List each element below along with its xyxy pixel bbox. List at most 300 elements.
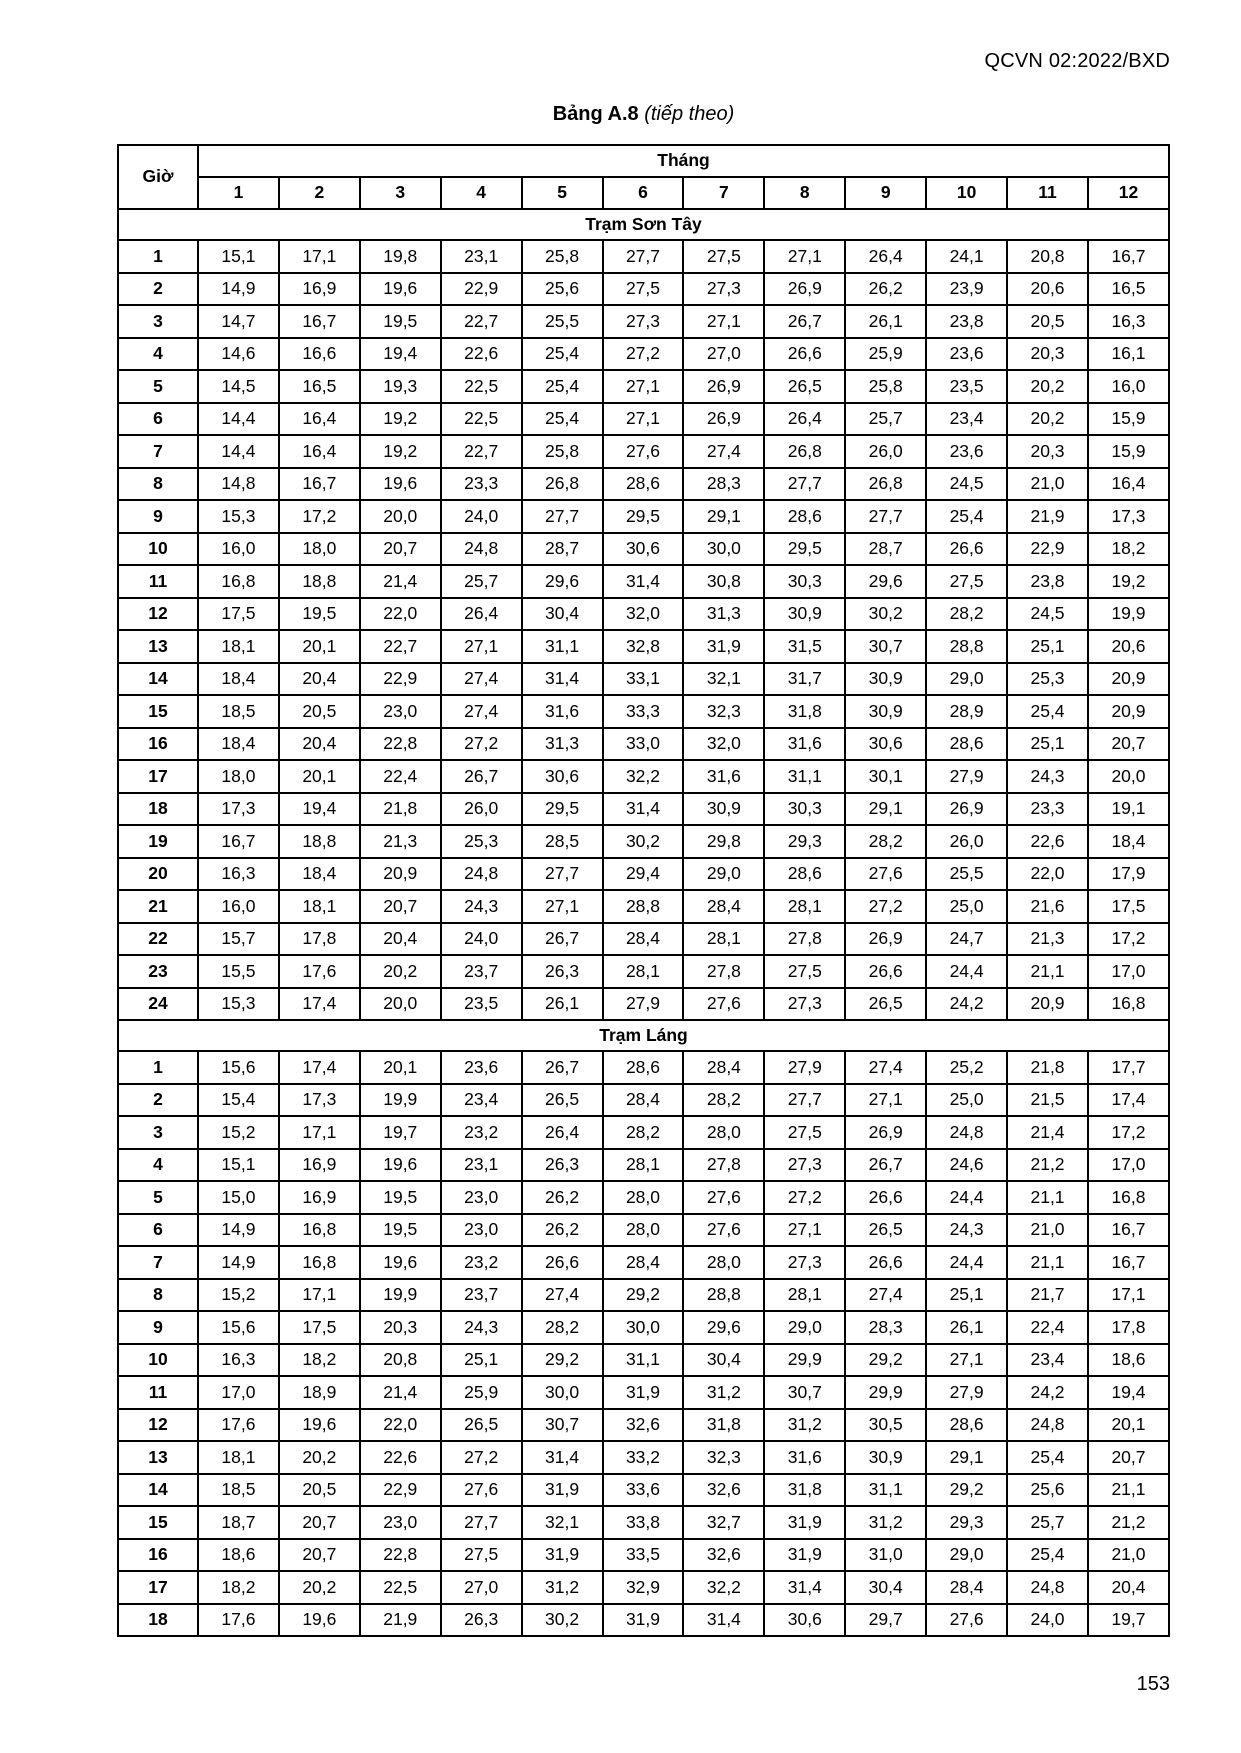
- temperature-cell: 18,8: [279, 565, 360, 598]
- temperature-cell: 24,2: [926, 988, 1007, 1021]
- table-row: [118, 1506, 1169, 1539]
- temperature-cell: 30,0: [603, 1311, 684, 1344]
- temperature-cell: 29,0: [926, 663, 1007, 696]
- temperature-cell: 21,0: [1007, 468, 1088, 501]
- hour-cell: 2: [118, 273, 198, 306]
- temperature-cell: 32,7: [683, 1506, 764, 1539]
- temperature-cell: 31,9: [603, 1376, 684, 1409]
- temperature-cell: 16,8: [1088, 1181, 1169, 1214]
- temperature-cell: 27,7: [764, 468, 845, 501]
- temperature-cell: 21,4: [1007, 1116, 1088, 1149]
- temperature-cell: 16,6: [279, 338, 360, 371]
- temperature-cell: 16,9: [279, 273, 360, 306]
- temperature-cell: 31,4: [522, 663, 603, 696]
- temperature-cell: 32,3: [683, 1441, 764, 1474]
- temperature-cell: 29,5: [522, 793, 603, 826]
- temperature-cell: 28,3: [845, 1311, 926, 1344]
- hour-cell: 7: [118, 1246, 198, 1279]
- temperature-table: [117, 144, 1170, 1637]
- temperature-cell: 22,8: [360, 728, 441, 761]
- temperature-cell: 30,9: [764, 598, 845, 631]
- temperature-cell: 26,2: [845, 273, 926, 306]
- hour-cell: 13: [118, 630, 198, 663]
- temperature-cell: 26,5: [845, 1214, 926, 1247]
- temperature-cell: 17,0: [1088, 1149, 1169, 1182]
- temperature-cell: 26,3: [441, 1604, 522, 1637]
- temperature-cell: 27,1: [764, 240, 845, 273]
- temperature-cell: 26,6: [926, 533, 1007, 566]
- table-row: [118, 240, 1169, 273]
- month-header-cell: 11: [1007, 177, 1088, 209]
- temperature-cell: 26,7: [764, 305, 845, 338]
- temperature-cell: 18,2: [1088, 533, 1169, 566]
- temperature-cell: 27,3: [683, 273, 764, 306]
- temperature-cell: 25,1: [1007, 728, 1088, 761]
- temperature-cell: 24,0: [441, 500, 522, 533]
- temperature-cell: 26,7: [522, 1051, 603, 1084]
- temperature-cell: 27,5: [441, 1539, 522, 1572]
- temperature-cell: 28,8: [683, 1279, 764, 1312]
- temperature-cell: 27,0: [683, 338, 764, 371]
- temperature-cell: 25,7: [1007, 1506, 1088, 1539]
- temperature-cell: 22,5: [441, 370, 522, 403]
- temperature-cell: 20,4: [279, 663, 360, 696]
- temperature-cell: 25,4: [926, 500, 1007, 533]
- temperature-cell: 16,7: [279, 305, 360, 338]
- temperature-cell: 27,1: [683, 305, 764, 338]
- temperature-cell: 18,0: [279, 533, 360, 566]
- temperature-cell: 20,3: [1007, 338, 1088, 371]
- table-row: [118, 955, 1169, 988]
- temperature-cell: 26,9: [845, 1116, 926, 1149]
- temperature-cell: 23,1: [441, 1149, 522, 1182]
- temperature-cell: 24,0: [441, 923, 522, 956]
- temperature-cell: 18,5: [198, 1474, 279, 1507]
- temperature-cell: 22,9: [360, 663, 441, 696]
- table-row: [118, 1149, 1169, 1182]
- temperature-cell: 17,3: [1088, 500, 1169, 533]
- temperature-cell: 27,1: [522, 890, 603, 923]
- temperature-cell: 20,9: [360, 858, 441, 891]
- temperature-cell: 29,2: [926, 1474, 1007, 1507]
- temperature-cell: 21,1: [1007, 1181, 1088, 1214]
- temperature-cell: 17,9: [1088, 858, 1169, 891]
- hour-cell: 7: [118, 435, 198, 468]
- temperature-cell: 22,9: [441, 273, 522, 306]
- temperature-cell: 27,7: [603, 240, 684, 273]
- temperature-cell: 16,3: [1088, 305, 1169, 338]
- temperature-cell: 26,5: [764, 370, 845, 403]
- temperature-cell: 20,1: [279, 630, 360, 663]
- temperature-cell: 20,2: [279, 1571, 360, 1604]
- temperature-cell: 30,7: [845, 630, 926, 663]
- hour-cell: 4: [118, 1149, 198, 1182]
- table-row: [118, 1246, 1169, 1279]
- table-row: [118, 500, 1169, 533]
- temperature-cell: 18,9: [279, 1376, 360, 1409]
- temperature-cell: 25,3: [441, 825, 522, 858]
- temperature-cell: 29,6: [845, 565, 926, 598]
- temperature-cell: 27,5: [764, 1116, 845, 1149]
- temperature-cell: 19,6: [360, 1149, 441, 1182]
- month-header-cell: 2: [279, 177, 360, 209]
- temperature-cell: 25,1: [1007, 630, 1088, 663]
- temperature-cell: 20,7: [1088, 1441, 1169, 1474]
- temperature-cell: 20,2: [360, 955, 441, 988]
- temperature-cell: 30,9: [683, 793, 764, 826]
- temperature-cell: 31,1: [603, 1344, 684, 1377]
- table-row: [118, 1181, 1169, 1214]
- temperature-cell: 27,1: [845, 1084, 926, 1117]
- temperature-cell: 16,7: [1088, 1214, 1169, 1247]
- hour-cell: 9: [118, 500, 198, 533]
- temperature-cell: 21,8: [1007, 1051, 1088, 1084]
- temperature-cell: 23,5: [926, 370, 1007, 403]
- temperature-cell: 28,4: [683, 1051, 764, 1084]
- table-caption-note: (tiếp theo): [644, 103, 735, 125]
- month-header-cell: 3: [360, 177, 441, 209]
- hour-column-header: Giờ: [118, 145, 198, 209]
- temperature-cell: 19,2: [360, 435, 441, 468]
- table-row: [118, 1604, 1169, 1637]
- temperature-cell: 28,8: [603, 890, 684, 923]
- temperature-cell: 22,6: [441, 338, 522, 371]
- table-row: [118, 598, 1169, 631]
- temperature-cell: 26,3: [522, 955, 603, 988]
- temperature-cell: 17,2: [279, 500, 360, 533]
- temperature-cell: 28,1: [603, 1149, 684, 1182]
- table-row: [118, 1051, 1169, 1084]
- temperature-cell: 14,5: [198, 370, 279, 403]
- temperature-cell: 33,1: [603, 663, 684, 696]
- hour-cell: 21: [118, 890, 198, 923]
- hour-cell: 20: [118, 858, 198, 891]
- temperature-cell: 14,8: [198, 468, 279, 501]
- temperature-cell: 29,3: [764, 825, 845, 858]
- temperature-cell: 15,7: [198, 923, 279, 956]
- temperature-cell: 15,3: [198, 988, 279, 1021]
- temperature-cell: 29,0: [764, 1311, 845, 1344]
- temperature-cell: 26,7: [441, 760, 522, 793]
- month-header-cell: 5: [522, 177, 603, 209]
- temperature-cell: 31,2: [845, 1506, 926, 1539]
- temperature-cell: 20,7: [360, 533, 441, 566]
- temperature-cell: 20,2: [1007, 403, 1088, 436]
- temperature-cell: 21,3: [1007, 923, 1088, 956]
- temperature-cell: 25,4: [1007, 695, 1088, 728]
- temperature-cell: 30,1: [845, 760, 926, 793]
- hour-cell: 5: [118, 1181, 198, 1214]
- temperature-cell: 31,4: [603, 565, 684, 598]
- hour-cell: 6: [118, 1214, 198, 1247]
- temperature-cell: 20,3: [1007, 435, 1088, 468]
- hour-cell: 8: [118, 1279, 198, 1312]
- temperature-cell: 20,1: [360, 1051, 441, 1084]
- temperature-cell: 18,6: [198, 1539, 279, 1572]
- temperature-cell: 14,9: [198, 1214, 279, 1247]
- table-row: [118, 1441, 1169, 1474]
- temperature-cell: 22,6: [360, 1441, 441, 1474]
- temperature-cell: 16,7: [1088, 1246, 1169, 1279]
- table-row: [118, 305, 1169, 338]
- temperature-cell: 31,6: [764, 728, 845, 761]
- temperature-cell: 19,4: [1088, 1376, 1169, 1409]
- temperature-cell: 30,7: [522, 1409, 603, 1442]
- temperature-cell: 16,5: [279, 370, 360, 403]
- temperature-cell: 27,6: [683, 1181, 764, 1214]
- temperature-cell: 20,0: [360, 988, 441, 1021]
- temperature-cell: 24,3: [441, 890, 522, 923]
- temperature-cell: 31,4: [683, 1604, 764, 1637]
- temperature-cell: 23,0: [441, 1214, 522, 1247]
- temperature-cell: 22,4: [360, 760, 441, 793]
- temperature-cell: 27,2: [441, 728, 522, 761]
- temperature-cell: 26,0: [926, 825, 1007, 858]
- hour-cell: 3: [118, 305, 198, 338]
- temperature-cell: 30,9: [845, 663, 926, 696]
- temperature-cell: 27,7: [845, 500, 926, 533]
- temperature-cell: 19,5: [360, 305, 441, 338]
- temperature-cell: 33,8: [603, 1506, 684, 1539]
- temperature-cell: 26,6: [845, 1181, 926, 1214]
- temperature-cell: 25,8: [845, 370, 926, 403]
- hour-cell: 9: [118, 1311, 198, 1344]
- table-row: [118, 890, 1169, 923]
- temperature-cell: 32,9: [603, 1571, 684, 1604]
- temperature-cell: 18,1: [198, 630, 279, 663]
- hour-cell: 2: [118, 1084, 198, 1117]
- temperature-cell: 23,8: [926, 305, 1007, 338]
- temperature-cell: 14,9: [198, 273, 279, 306]
- temperature-cell: 22,5: [360, 1571, 441, 1604]
- temperature-cell: 16,4: [1088, 468, 1169, 501]
- hour-cell: 14: [118, 663, 198, 696]
- temperature-cell: 27,3: [764, 1246, 845, 1279]
- temperature-cell: 20,6: [1088, 630, 1169, 663]
- temperature-cell: 28,4: [683, 890, 764, 923]
- temperature-cell: 25,1: [926, 1279, 1007, 1312]
- temperature-cell: 23,6: [926, 338, 1007, 371]
- temperature-cell: 30,6: [603, 533, 684, 566]
- table-row: [118, 1409, 1169, 1442]
- temperature-cell: 29,0: [926, 1539, 1007, 1572]
- temperature-cell: 26,0: [441, 793, 522, 826]
- temperature-cell: 31,6: [764, 1441, 845, 1474]
- temperature-cell: 26,9: [683, 403, 764, 436]
- table-body: [118, 209, 1169, 1636]
- temperature-cell: 28,6: [603, 468, 684, 501]
- temperature-cell: 28,6: [926, 728, 1007, 761]
- month-header-cell: 9: [845, 177, 926, 209]
- temperature-cell: 30,6: [522, 760, 603, 793]
- temperature-cell: 27,9: [603, 988, 684, 1021]
- temperature-cell: 19,5: [360, 1214, 441, 1247]
- temperature-cell: 28,2: [603, 1116, 684, 1149]
- temperature-cell: 27,7: [764, 1084, 845, 1117]
- temperature-cell: 19,3: [360, 370, 441, 403]
- table-row: [118, 338, 1169, 371]
- temperature-cell: 28,6: [764, 858, 845, 891]
- temperature-cell: 18,8: [279, 825, 360, 858]
- temperature-cell: 15,1: [198, 240, 279, 273]
- temperature-cell: 20,0: [1088, 760, 1169, 793]
- hour-cell: 13: [118, 1441, 198, 1474]
- temperature-cell: 32,8: [603, 630, 684, 663]
- temperature-cell: 17,5: [279, 1311, 360, 1344]
- temperature-cell: 29,0: [683, 858, 764, 891]
- table-row: [118, 273, 1169, 306]
- temperature-cell: 28,2: [683, 1084, 764, 1117]
- temperature-cell: 14,4: [198, 435, 279, 468]
- temperature-cell: 19,6: [360, 468, 441, 501]
- temperature-cell: 16,9: [279, 1181, 360, 1214]
- temperature-cell: 14,4: [198, 403, 279, 436]
- temperature-cell: 24,8: [441, 858, 522, 891]
- temperature-cell: 27,4: [441, 663, 522, 696]
- temperature-cell: 27,1: [926, 1344, 1007, 1377]
- temperature-cell: 23,9: [926, 273, 1007, 306]
- temperature-cell: 26,3: [522, 1149, 603, 1182]
- temperature-cell: 19,8: [360, 240, 441, 273]
- temperature-cell: 30,4: [845, 1571, 926, 1604]
- temperature-cell: 27,7: [522, 500, 603, 533]
- temperature-cell: 32,2: [683, 1571, 764, 1604]
- temperature-cell: 26,8: [522, 468, 603, 501]
- hour-cell: 16: [118, 728, 198, 761]
- temperature-cell: 27,5: [764, 955, 845, 988]
- temperature-cell: 17,8: [279, 923, 360, 956]
- temperature-cell: 31,0: [845, 1539, 926, 1572]
- temperature-cell: 24,8: [1007, 1409, 1088, 1442]
- temperature-cell: 21,1: [1007, 955, 1088, 988]
- temperature-cell: 27,8: [764, 923, 845, 956]
- temperature-cell: 21,5: [1007, 1084, 1088, 1117]
- temperature-cell: 31,4: [522, 1441, 603, 1474]
- temperature-cell: 17,7: [1088, 1051, 1169, 1084]
- temperature-cell: 28,2: [926, 598, 1007, 631]
- temperature-cell: 26,6: [845, 1246, 926, 1279]
- temperature-cell: 26,5: [522, 1084, 603, 1117]
- temperature-cell: 19,1: [1088, 793, 1169, 826]
- temperature-cell: 18,4: [198, 663, 279, 696]
- temperature-cell: 29,1: [683, 500, 764, 533]
- temperature-cell: 15,0: [198, 1181, 279, 1214]
- temperature-cell: 20,4: [1088, 1571, 1169, 1604]
- hour-cell: 10: [118, 533, 198, 566]
- temperature-cell: 20,9: [1007, 988, 1088, 1021]
- temperature-cell: 20,5: [1007, 305, 1088, 338]
- temperature-cell: 28,0: [683, 1246, 764, 1279]
- temperature-cell: 18,0: [198, 760, 279, 793]
- temperature-cell: 31,9: [764, 1539, 845, 1572]
- page-number: 153: [1136, 1673, 1170, 1695]
- temperature-cell: 24,3: [441, 1311, 522, 1344]
- temperature-cell: 19,6: [360, 1246, 441, 1279]
- temperature-cell: 18,6: [1088, 1344, 1169, 1377]
- temperature-cell: 14,6: [198, 338, 279, 371]
- table-row: [118, 728, 1169, 761]
- temperature-cell: 24,4: [926, 1181, 1007, 1214]
- temperature-cell: 19,9: [360, 1279, 441, 1312]
- table-row: [118, 1376, 1169, 1409]
- temperature-cell: 17,4: [279, 1051, 360, 1084]
- month-header-cell: 4: [441, 177, 522, 209]
- temperature-cell: 16,8: [1088, 988, 1169, 1021]
- temperature-cell: 18,4: [1088, 825, 1169, 858]
- temperature-cell: 28,2: [845, 825, 926, 858]
- temperature-cell: 28,3: [683, 468, 764, 501]
- temperature-cell: 33,0: [603, 728, 684, 761]
- temperature-cell: 17,0: [198, 1376, 279, 1409]
- temperature-cell: 31,9: [683, 630, 764, 663]
- temperature-cell: 27,6: [683, 1214, 764, 1247]
- temperature-cell: 26,4: [522, 1116, 603, 1149]
- temperature-cell: 24,3: [926, 1214, 1007, 1247]
- temperature-cell: 17,0: [1088, 955, 1169, 988]
- table-row: [118, 695, 1169, 728]
- month-header-cell: 7: [683, 177, 764, 209]
- table-row: [118, 1084, 1169, 1117]
- temperature-cell: 19,6: [279, 1604, 360, 1637]
- temperature-cell: 28,0: [683, 1116, 764, 1149]
- temperature-cell: 20,2: [1007, 370, 1088, 403]
- hour-cell: 8: [118, 468, 198, 501]
- temperature-cell: 27,0: [441, 1571, 522, 1604]
- temperature-cell: 16,1: [1088, 338, 1169, 371]
- temperature-cell: 25,6: [1007, 1474, 1088, 1507]
- temperature-cell: 30,7: [764, 1376, 845, 1409]
- temperature-cell: 17,6: [198, 1409, 279, 1442]
- temperature-cell: 24,0: [1007, 1604, 1088, 1637]
- temperature-cell: 17,1: [279, 240, 360, 273]
- temperature-cell: 21,4: [360, 565, 441, 598]
- temperature-cell: 30,9: [845, 695, 926, 728]
- temperature-cell: 24,6: [926, 1149, 1007, 1182]
- temperature-cell: 29,1: [845, 793, 926, 826]
- temperature-cell: 26,9: [926, 793, 1007, 826]
- temperature-cell: 22,7: [360, 630, 441, 663]
- temperature-cell: 29,5: [764, 533, 845, 566]
- hour-cell: 18: [118, 793, 198, 826]
- temperature-cell: 23,3: [441, 468, 522, 501]
- temperature-cell: 24,8: [1007, 1571, 1088, 1604]
- temperature-cell: 23,0: [360, 1506, 441, 1539]
- station-section-header: Trạm Láng: [118, 1020, 1169, 1051]
- temperature-cell: 19,2: [360, 403, 441, 436]
- table-row: [118, 1116, 1169, 1149]
- hour-cell: 5: [118, 370, 198, 403]
- temperature-cell: 28,9: [926, 695, 1007, 728]
- temperature-cell: 20,8: [360, 1344, 441, 1377]
- temperature-cell: 21,1: [1088, 1474, 1169, 1507]
- temperature-cell: 28,1: [764, 1279, 845, 1312]
- temperature-cell: 18,1: [279, 890, 360, 923]
- month-group-header: Tháng: [198, 145, 1169, 177]
- table-row: [118, 533, 1169, 566]
- temperature-cell: 26,0: [845, 435, 926, 468]
- temperature-cell: 15,4: [198, 1084, 279, 1117]
- temperature-cell: 19,9: [360, 1084, 441, 1117]
- temperature-cell: 27,4: [845, 1051, 926, 1084]
- hour-cell: 17: [118, 1571, 198, 1604]
- temperature-cell: 18,4: [279, 858, 360, 891]
- temperature-cell: 20,8: [1007, 240, 1088, 273]
- temperature-cell: 25,2: [926, 1051, 1007, 1084]
- temperature-cell: 29,5: [603, 500, 684, 533]
- table-row: [118, 1311, 1169, 1344]
- temperature-cell: 27,5: [603, 273, 684, 306]
- temperature-cell: 23,0: [441, 1181, 522, 1214]
